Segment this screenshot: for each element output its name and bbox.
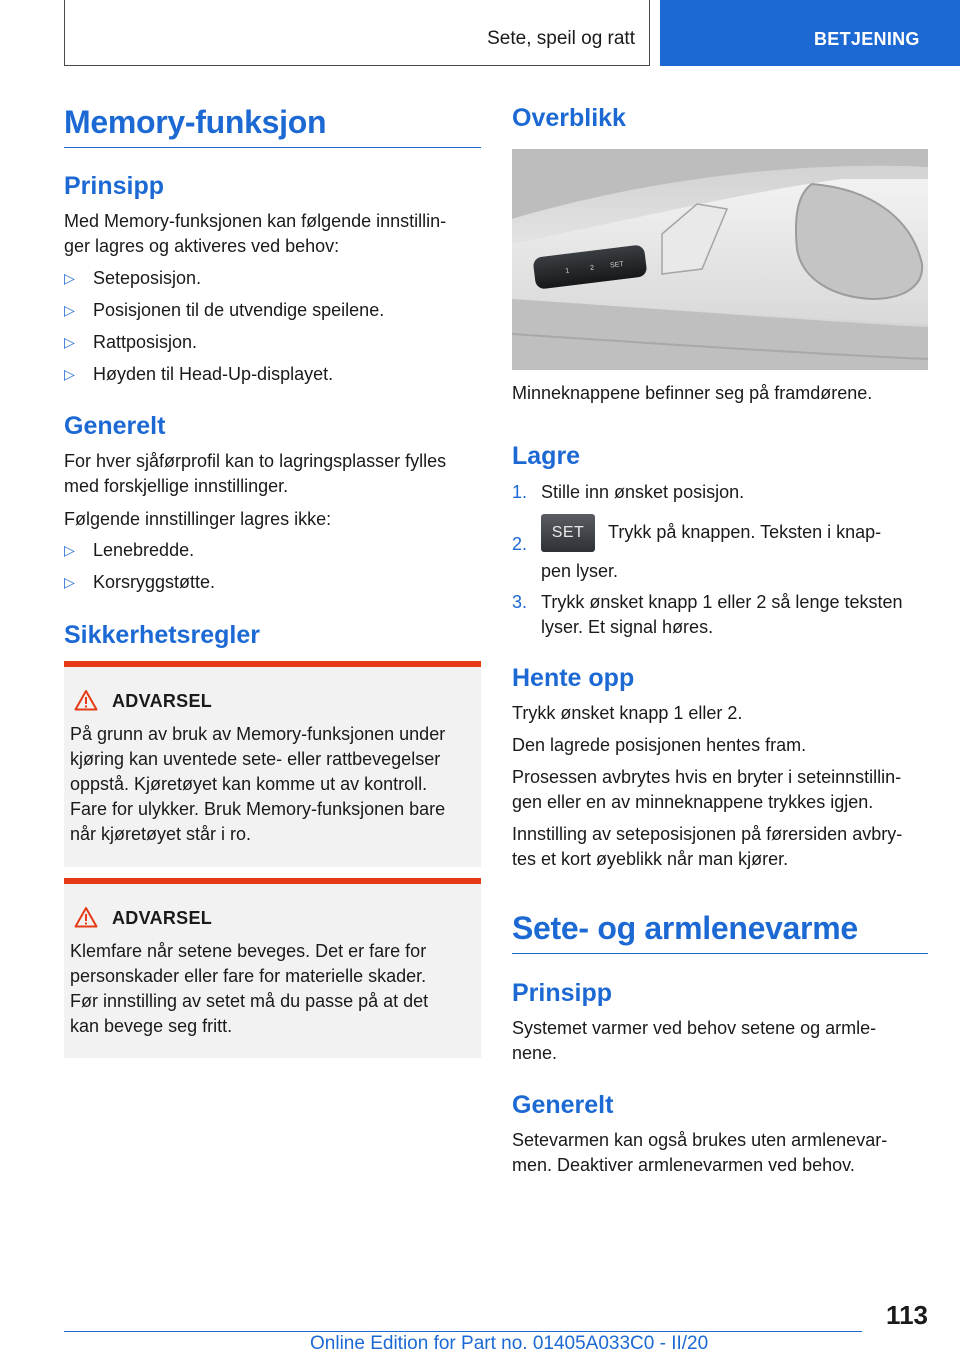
warning-title: ADVARSEL [112, 908, 213, 928]
hente-text-1: Trykk ønsket knapp 1 eller 2. [512, 703, 743, 723]
heading-generelt-2: Generelt [512, 1091, 614, 1119]
main-title-memory: Memory-funksjon [64, 104, 327, 140]
generelt-text: For hver sjåførprofil kan to lagringsplasser fylles med forskjellige innstillinger. [64, 451, 447, 496]
warning-title: ADVARSEL [112, 691, 213, 711]
warning-triangle-icon [74, 689, 98, 711]
title-rule [64, 147, 481, 148]
prinsipp-line-1: Med Memory-funksjonen kan følgende innstillin- [64, 211, 447, 231]
prinsipp-line-2: ger lagres og aktiveres ved behov: [64, 236, 340, 256]
heading-hente-opp: Hente opp [512, 664, 635, 692]
sete-prinsipp-text: Systemet varmer ved behov setene og armle- nene. [512, 1018, 877, 1063]
warning-box [64, 878, 481, 1058]
page-number: 113 [886, 1300, 928, 1330]
set-button-icon: SET [541, 514, 595, 552]
door-memory-buttons-photo [512, 149, 928, 370]
hente-text-3: Prosessen avbrytes hvis en bryter i seteinnstillin- gen eller en av minneknappene trykkes igjen. [512, 767, 902, 812]
heading-sikkerhetsregler: Sikkerhetsregler [64, 621, 260, 649]
photo-label-set: SET [609, 260, 625, 270]
generelt-text-2: Følgende innstillinger lagres ikke: [64, 509, 332, 529]
photo-label-2: 2 [589, 264, 595, 272]
title-rule [512, 953, 928, 954]
main-title-sete-armlenevarme: Sete- og armlenevarme [512, 910, 858, 946]
heading-lagre: Lagre [512, 442, 581, 470]
hente-text-4: Innstilling av seteposisjonen på førersiden avbry- tes et kort øyeblikk når man kjører. [512, 824, 903, 869]
triangle-bullet-icon: ▷ [64, 542, 75, 558]
triangle-bullet-icon: ▷ [64, 366, 75, 382]
triangle-bullet-icon: ▷ [64, 574, 75, 590]
heading-prinsipp: Prinsipp [64, 172, 165, 200]
triangle-bullet-icon: ▷ [64, 334, 75, 350]
footer-rule [64, 1331, 862, 1332]
warning-triangle-icon [74, 906, 98, 928]
hente-text-2: Den lagrede posisjonen hentes fram. [512, 735, 807, 755]
photo-caption: Minneknappene befinner seg på framdørene. [512, 383, 873, 403]
warning-text: På grunn av bruk av Memory-funksjonen under kjøring kan uventede sete- eller rattbevegelser oppstå. Kjøretøyet kan komme ut av kontroll. Fare for ulykker. Bruk Memory-funksjonen bare når kjøretøyet står i ro. [70, 724, 446, 844]
photo-label-1: 1 [564, 267, 570, 276]
triangle-bullet-icon: ▷ [64, 270, 75, 286]
prinsipp-text [64, 209, 484, 259]
footer-edition: Online Edition for Part no. 01405A033C0 - II/20 [310, 1333, 709, 1354]
section-title: BETJENING [814, 29, 920, 49]
warning-text: Klemfare når setene beveges. Det er fare for personskader eller fare for materielle skader. Før innstilling av setet må du passe på at det kan bevege seg fritt. [70, 941, 429, 1036]
chapter-title: Sete, speil og ratt [487, 28, 635, 49]
numbered-step: 2. SET Trykk på knappen. Teksten i knap- pen lyser. [512, 514, 932, 584]
triangle-bullet-icon: ▷ [64, 302, 75, 318]
header-title-box [64, 0, 650, 66]
sete-generelt-text: Setevarmen kan også brukes uten armlenevar- men. Deaktiver armlenevarmen ved behov. [512, 1130, 888, 1175]
heading-overblikk: Overblikk [512, 104, 626, 132]
warning-box [64, 661, 481, 867]
heading-prinsipp-2: Prinsipp [512, 979, 613, 1007]
header-section-box [660, 0, 960, 66]
heading-generelt: Generelt [64, 412, 166, 440]
